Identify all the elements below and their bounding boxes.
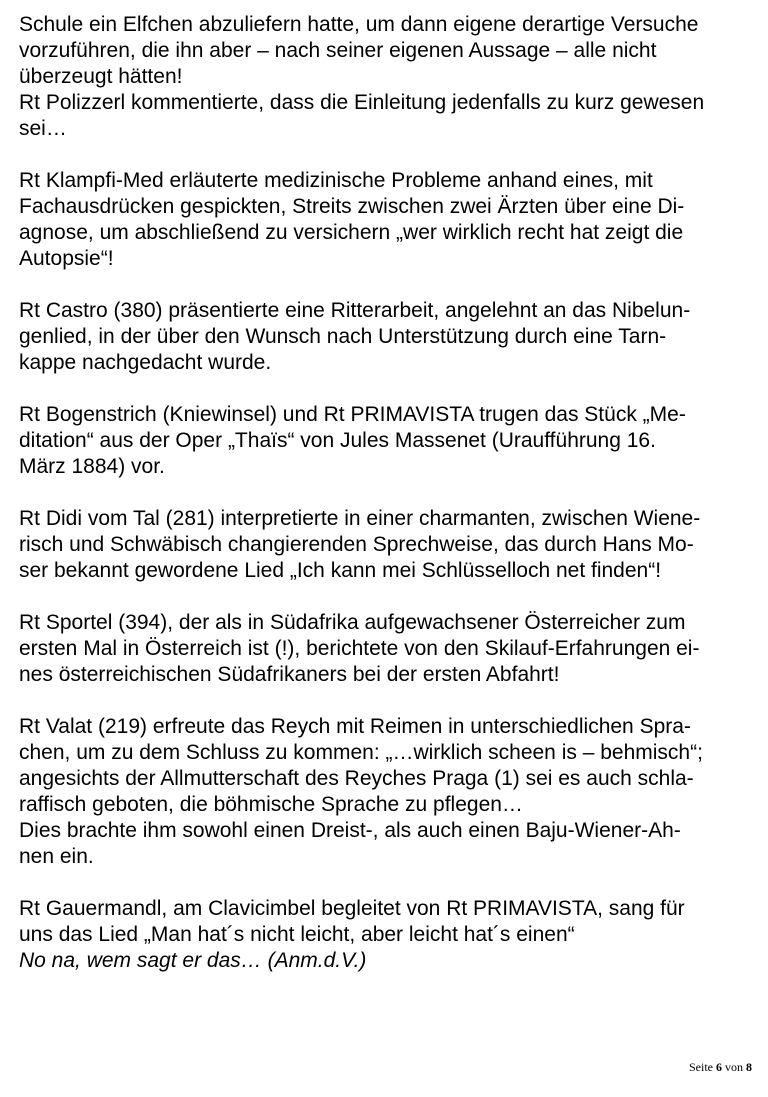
paragraph-bogenstrich [19,402,754,480]
text-line: genlied, in der über den Wunsch nach Unterstützung durch eine Tarn- [19,325,667,348]
text-line: Autopsie“! [19,247,114,270]
total-page-count: 8 [746,1060,752,1074]
text-line: sei… [19,117,67,140]
paragraph-elfchen [19,12,754,142]
current-page-number: 6 [716,1060,722,1074]
page-separator: von [725,1060,743,1074]
paragraph-valat [19,714,754,870]
text-line: Rt Bogenstrich (Kniewinsel) und Rt PRIMAVISTA trugen das Stück „Me- [19,403,686,426]
text-line: risch und Schwäbisch changierenden Sprechweise, das durch Hans Mo- [19,533,694,556]
text-line: raffisch geboten, die böhmische Sprache zu pflegen… [19,793,523,816]
text-line: Rt Klampfi-Med erläuterte medizinische Probleme anhand eines, mit [19,169,653,192]
text-line: Dies brachte ihm sowohl einen Dreist-, als auch einen Baju-Wiener-Ah- [19,819,681,842]
text-line: Rt Polizzerl kommentierte, dass die Einleitung jedenfalls zu kurz gewesen [19,91,705,114]
text-line: Schule ein Elfchen abzuliefern hatte, um dann eigene derartige Versuche [19,13,699,36]
text-line: Rt Didi vom Tal (281) interpretierte in einer charmanten, zwischen Wiene- [19,507,701,530]
text-line: kappe nachgedacht wurde. [19,351,272,374]
text-line: vorzuführen, die ihn aber – nach seiner eigenen Aussage – alle nicht [19,39,657,62]
text-line: ser bekannt gewordene Lied „Ich kann mei Schlüsselloch net finden“! [19,559,662,582]
text-line: chen, um zu dem Schluss zu kommen: „…wirklich scheen is – behmisch“; [19,741,703,764]
document-page [19,12,754,1000]
text-line: ersten Mal in Österreich ist (!), berichtete von den Skilauf-Erfahrungen ei- [19,637,700,660]
text-line: Rt Valat (219) erfreute das Reych mit Reimen in unterschiedlichen Spra- [19,715,691,738]
text-line: Fachausdrücken gespickten, Streits zwischen zwei Ärzten über eine Di- [19,195,685,218]
text-line: nes österreichischen Südafrikaners bei der ersten Abfahrt! [19,663,560,686]
page-label: Seite [689,1060,713,1074]
text-line: Rt Gauermandl, am Clavicimbel begleitet von Rt PRIMAVISTA, sang für [19,897,685,920]
text-line: überzeugt hätten! [19,65,183,88]
text-line: Rt Sportel (394), der als in Südafrika aufgewachsener Österreicher zum [19,611,686,634]
text-line: uns das Lied „Man hat´s nicht leicht, aber leicht hat´s einen“ [19,923,575,946]
author-note: No na, wem sagt er das… (Anm.d.V.) [19,949,367,972]
text-line: agnose, um abschließend zu versichern „wer wirklich recht hat zeigt die [19,221,684,244]
paragraph-klampfi-med [19,168,754,272]
text-line: März 1884) vor. [19,455,165,478]
text-line: ditation“ aus der Oper „Thaïs“ von Jules Massenet (Uraufführung 16. [19,429,656,452]
paragraph-castro [19,298,754,376]
paragraph-sportel [19,610,754,688]
paragraph-gauermandl [19,896,754,974]
page-footer [689,1060,752,1075]
text-line: angesichts der Allmutterschaft des Reyches Praga (1) sei es auch schla- [19,767,694,790]
text-line: nen ein. [19,845,94,868]
paragraph-didi-vom-tal [19,506,754,584]
text-line: Rt Castro (380) präsentierte eine Ritterarbeit, angelehnt an das Nibelun- [19,299,691,322]
